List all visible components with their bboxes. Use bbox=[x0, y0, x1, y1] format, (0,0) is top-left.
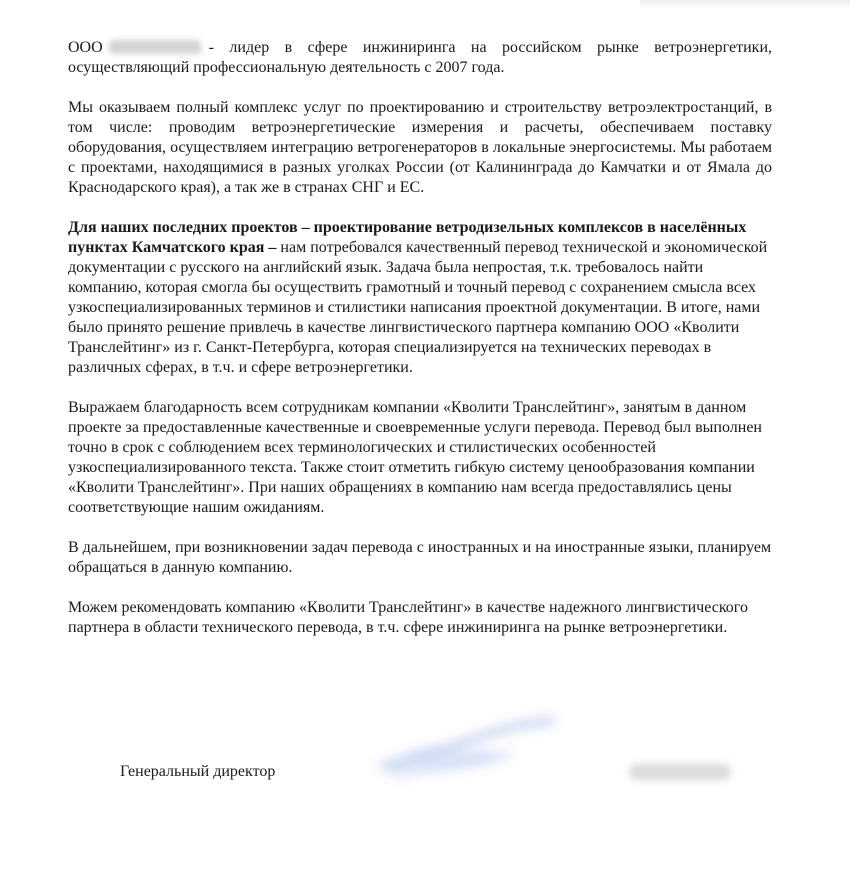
company-prefix: ООО bbox=[68, 39, 103, 56]
paragraph-future: В дальнейшем, при возникновении задач перевода с иностранных и на иностранные языки, планируем обращаться в данную компанию. bbox=[68, 539, 772, 576]
scan-edge-shadow bbox=[640, 0, 850, 8]
projects-bold-text: Для наших последних проектов – проектирование ветродизельных комплексов в населённых пунктах Камчатского края – bbox=[68, 219, 747, 256]
intro-text: - лидер в сфере инжиниринга на российском рынке ветроэнергетики, осуществляющий профессиональную деятельность с 2007 года. bbox=[68, 39, 772, 76]
paragraph-gratitude: Выражаем благодарность всем сотрудникам компании «Кволити Транслейтинг», занятым в данном проекте за предоставленные качественные и своевременные услуги перевода. Перевод был выполнен точно в срок с соблюдением всех терминологических и стилистических особенностей узкоспециализированного текста. Также стоит отметить гибкую систему ценообразования компании «Кволити Транслейтинг». При наших обращениях в компанию нам всегда предоставлялись цены соответствующие нашим ожиданиям. bbox=[68, 399, 762, 516]
projects-text: нам потребовался качественный перевод технической и экономической документации с русского на английский язык. Задача была непростая, т.к. требовалось найти компанию, которая смогла бы осуществить грамотный и точный перевод с сохранением смысла всех узкоспециализированных терминов и стилистики написания проектной документации. В итоге, нами было принято решение привлечь в качестве лингвистического партнера компанию ООО «Кволити Транслейтинг» из г. Санкт-Петербурга, которая специализируется на технических переводах в различных сферах, в т.ч. и сфере ветроэнергетики. bbox=[68, 239, 768, 376]
letter-body bbox=[68, 38, 772, 658]
paragraph-intro bbox=[68, 38, 772, 78]
paragraph-projects bbox=[68, 218, 772, 378]
paragraph-services: Мы оказываем полный комплекс услуг по проектированию и строительству ветроэлектростанций, в том числе: проводим ветроэнергетические измерения и расчеты, обеспечиваем поставку оборудования, осуществляем интеграцию ветрогенераторов в локальные энергосистемы. Мы работаем с проектами, находящимися в разных уголках России (от Калининграда до Камчатки и от Ямала до Краснодарского края), а так же в странах СНГ и ЕС. bbox=[68, 99, 772, 196]
paragraph-recommendation: Можем рекомендовать компанию «Кволити Транслейтинг» в качестве надежного лингвистического партнера в области технического перевода, в т.ч. сфере инжиниринга на рынке ветроэнергетики. bbox=[68, 599, 748, 636]
blurred-signature bbox=[370, 712, 570, 782]
redacted-company-name bbox=[109, 40, 201, 54]
signature-row bbox=[0, 750, 850, 810]
signature-title: Генеральный директор bbox=[120, 763, 276, 780]
redacted-director-name bbox=[630, 764, 730, 780]
